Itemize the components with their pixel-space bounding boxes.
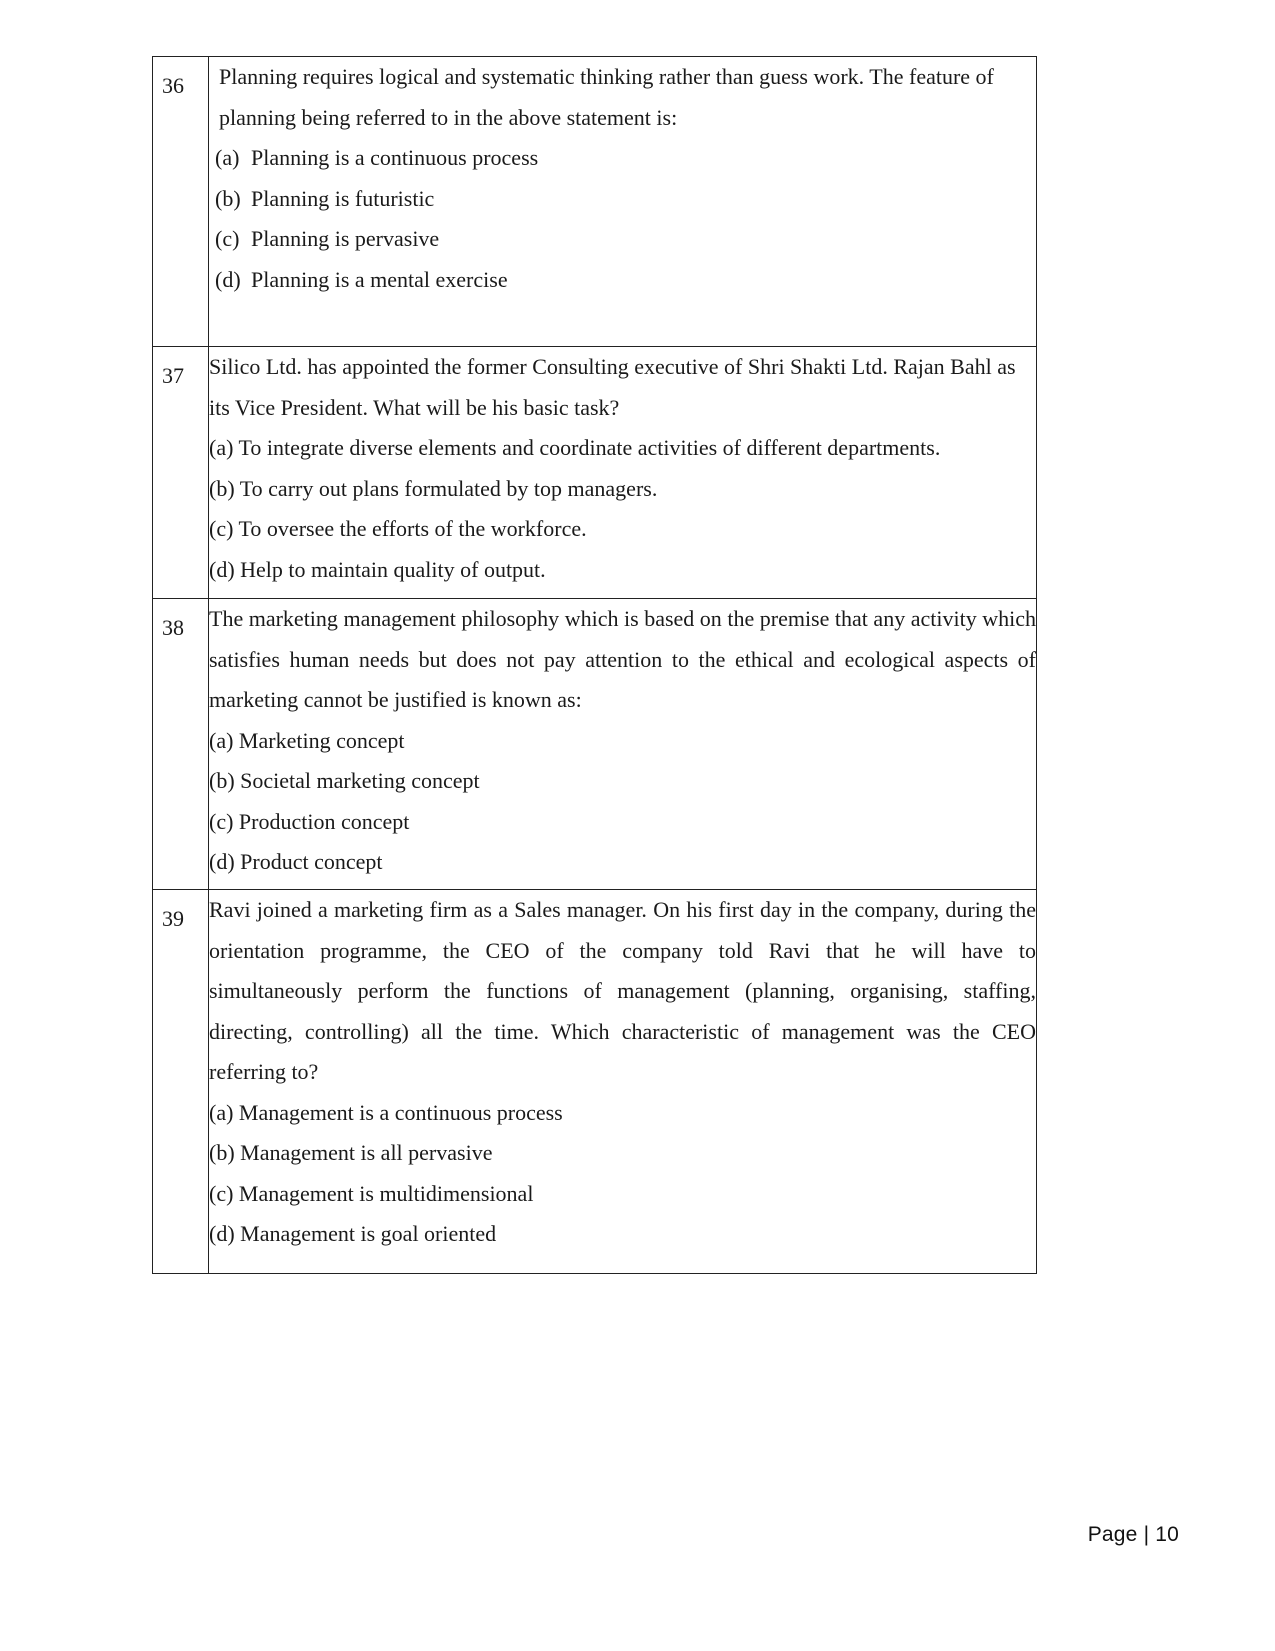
question-body — [209, 57, 1037, 347]
option-b — [209, 761, 1036, 802]
option-text: Planning is a continuous process — [251, 145, 539, 170]
option-label: (a) — [215, 145, 240, 170]
option-label: (c) — [209, 516, 234, 541]
page-word: Page — [1087, 1523, 1138, 1546]
question-stem: Planning requires logical and systematic thinking rather than guess work. The feature of planning being referred to in the above statement is: — [219, 64, 994, 130]
question-row-39 — [153, 890, 1037, 1274]
question-stem: Silico Ltd. has appointed the former Consulting executive of Shri Shakti Ltd. Rajan Bahl as its Vice President. What will be his basic task? — [209, 354, 1016, 420]
question-number: 37 — [162, 363, 184, 388]
question-row-37 — [153, 347, 1037, 599]
option-label: (a) — [209, 435, 234, 460]
question-number: 36 — [162, 73, 184, 98]
option-text: Management is a continuous process — [238, 1099, 563, 1125]
option-label: (b) — [209, 1140, 235, 1165]
option-c — [209, 802, 1036, 843]
option-label: (d) — [209, 849, 235, 874]
question-number: 38 — [162, 615, 184, 640]
option-text: Planning is futuristic — [251, 185, 435, 211]
option-text: Management is all pervasive — [240, 1140, 493, 1165]
option-c — [209, 1174, 1036, 1215]
question-number-cell — [153, 57, 209, 347]
option-d — [209, 842, 1036, 883]
question-stem: The marketing management philosophy which is based on the premise that any activity which satisfies human needs but does not pay attention to the ethical and ecological aspects of marketing cannot be justified is known as: — [209, 606, 1036, 712]
option-d — [209, 1214, 1036, 1255]
option-text: Management is goal oriented — [240, 1221, 497, 1246]
option-label: (d) — [215, 266, 241, 292]
option-c — [209, 509, 1036, 550]
option-label: (b) — [209, 475, 235, 501]
page-separator: | — [1143, 1523, 1150, 1546]
option-a — [209, 428, 1036, 469]
option-label: (a) — [209, 1099, 234, 1125]
option-text: Marketing concept — [238, 727, 405, 753]
question-number-cell — [153, 599, 209, 890]
option-label: (b) — [209, 768, 235, 793]
option-a — [209, 721, 1036, 762]
option-text: Planning is pervasive — [251, 226, 440, 251]
option-label: (d) — [209, 1221, 235, 1246]
question-body — [209, 347, 1037, 599]
option-b — [209, 469, 1036, 510]
question-number: 39 — [162, 906, 184, 931]
question-body — [209, 890, 1037, 1274]
option-b — [215, 179, 1036, 220]
option-text: Societal marketing concept — [240, 768, 480, 793]
option-a — [209, 1093, 1036, 1134]
option-d — [209, 550, 1036, 591]
option-label: (c) — [209, 808, 234, 834]
option-text: To oversee the efforts of the workforce. — [238, 516, 587, 541]
page-number: 10 — [1155, 1523, 1179, 1546]
option-a — [215, 138, 1036, 179]
option-label: (a) — [209, 727, 234, 753]
option-label: (c) — [215, 226, 240, 251]
page-footer — [1088, 1523, 1179, 1547]
option-text: To carry out plans formulated by top managers. — [239, 475, 658, 501]
question-stem: Ravi joined a marketing firm as a Sales manager. On his first day in the company, during the orientation programme, the CEO of the company told Ravi that he will have to simultaneously perform the functions of management (planning, organising, staffing, directing, controlling) all the time. Which characteristic of management was the CEO referring to? — [209, 897, 1036, 1084]
option-label: (d) — [209, 556, 235, 582]
questions-table — [152, 56, 1037, 1274]
option-text: To integrate diverse elements and coordinate activities of different departments. — [238, 435, 941, 460]
option-label: (b) — [215, 185, 241, 211]
option-text: Help to maintain quality of output. — [240, 556, 546, 582]
option-c — [215, 219, 1036, 260]
question-row-38 — [153, 599, 1037, 890]
option-text: Production concept — [238, 808, 410, 834]
option-text: Planning is a mental exercise — [251, 266, 508, 292]
question-number-cell — [153, 347, 209, 599]
option-b — [209, 1133, 1036, 1174]
option-text: Management is multidimensional — [238, 1180, 534, 1206]
option-label: (c) — [209, 1180, 234, 1206]
option-d — [215, 260, 1036, 301]
option-text: Product concept — [240, 849, 383, 874]
question-number-cell — [153, 890, 209, 1274]
question-row-36 — [153, 57, 1037, 347]
question-body — [209, 599, 1037, 890]
